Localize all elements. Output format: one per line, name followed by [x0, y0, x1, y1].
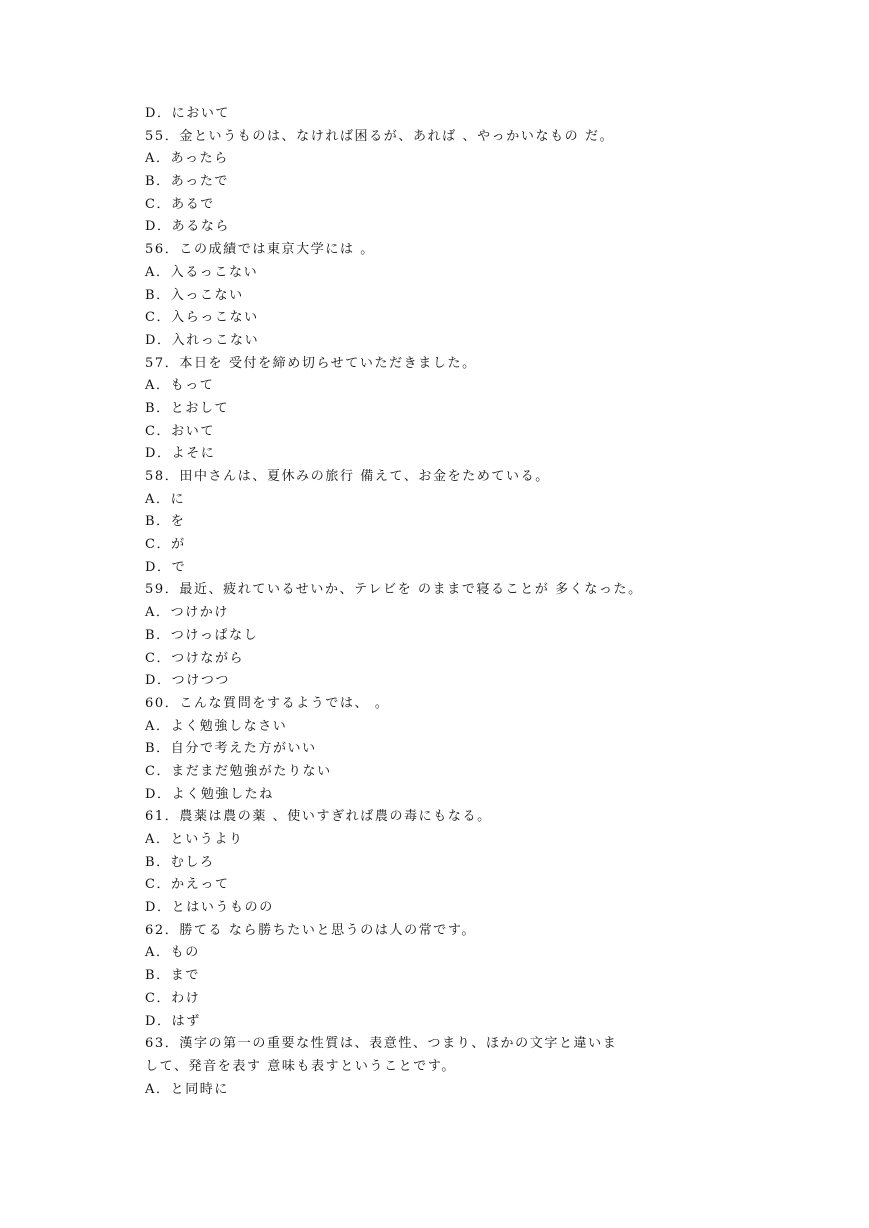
answer-option: B．むしろ — [145, 854, 215, 870]
answer-option: B．入っこない — [145, 287, 244, 303]
answer-option: D．よく勉強したね — [145, 786, 274, 802]
answer-option: C．つけながら — [145, 650, 245, 666]
answer-option: C．かえって — [145, 877, 230, 893]
answer-option: A．に — [145, 491, 186, 507]
question-text: 61．農薬は農の薬 、使いすぎれば農の毒にもなる。 — [145, 809, 492, 825]
answer-option: D．とはいうものの — [145, 900, 274, 916]
answer-option: A．もの — [145, 945, 200, 961]
answer-option: A．というより — [145, 832, 244, 847]
answer-option: B．あったで — [145, 174, 230, 190]
answer-option: C．あるで — [145, 196, 215, 212]
answer-option: D．あるなら — [145, 219, 231, 235]
answer-option: A．もって — [145, 378, 215, 394]
answer-option: A．つけかけ — [145, 605, 229, 621]
answer-option: A．入るっこない — [145, 264, 259, 280]
question-text: 57．本日を 受付を締め切らせていただきました。 — [145, 355, 477, 371]
answer-option: B．自分で考えた方がいい — [145, 741, 317, 757]
answer-option: D．で — [145, 559, 187, 575]
answer-option: C．わけ — [145, 990, 201, 1006]
answer-option: D．はず — [145, 1013, 201, 1029]
question-text-continued: して、発音を表す 意味も表すということです。 — [145, 1058, 457, 1074]
question-list — [145, 103, 705, 1101]
question-text: 63．漢字の第一の重要な性質は、表意性、つまり、ほかの文字と違いま — [145, 1036, 618, 1052]
answer-option: D．において — [145, 106, 231, 121]
question-text: 58．田中さんは、夏休みの旅行 備えて、お金をためている。 — [145, 469, 550, 484]
question-text: 62．勝てる なら勝ちたいと思うのは人の常です。 — [145, 922, 477, 938]
answer-option: D．つけつつ — [145, 673, 231, 689]
question-text: 60．こんな質問をするようでは、 。 — [145, 695, 390, 711]
question-text: 59．最近、疲れているせいか、テレビを のままで寝ることが 多くなった。 — [145, 582, 643, 598]
answer-option: A．あったら — [145, 151, 229, 167]
answer-option: C．おいて — [145, 423, 215, 439]
answer-option: B．とおして — [145, 400, 230, 416]
answer-option: C．まだまだ勉強がたりない — [145, 763, 332, 779]
answer-option: B．を — [145, 514, 186, 530]
answer-option: C．が — [145, 537, 186, 553]
answer-option: B．まで — [145, 968, 200, 984]
question-text: 56．この成績では東京大学には 。 — [145, 242, 375, 258]
answer-option: C．入らっこない — [145, 310, 259, 326]
answer-option: D．よそに — [145, 446, 216, 462]
answer-option: B．つけっぱなし — [145, 627, 259, 643]
answer-option: A．よく勉強しなさい — [145, 718, 288, 734]
question-text: 55．金というものは、なければ困るが、あれば 、やっかいなもの だ。 — [145, 128, 615, 144]
answer-option: A．と同時に — [145, 1081, 229, 1097]
answer-option: D．入れっこない — [145, 332, 260, 348]
